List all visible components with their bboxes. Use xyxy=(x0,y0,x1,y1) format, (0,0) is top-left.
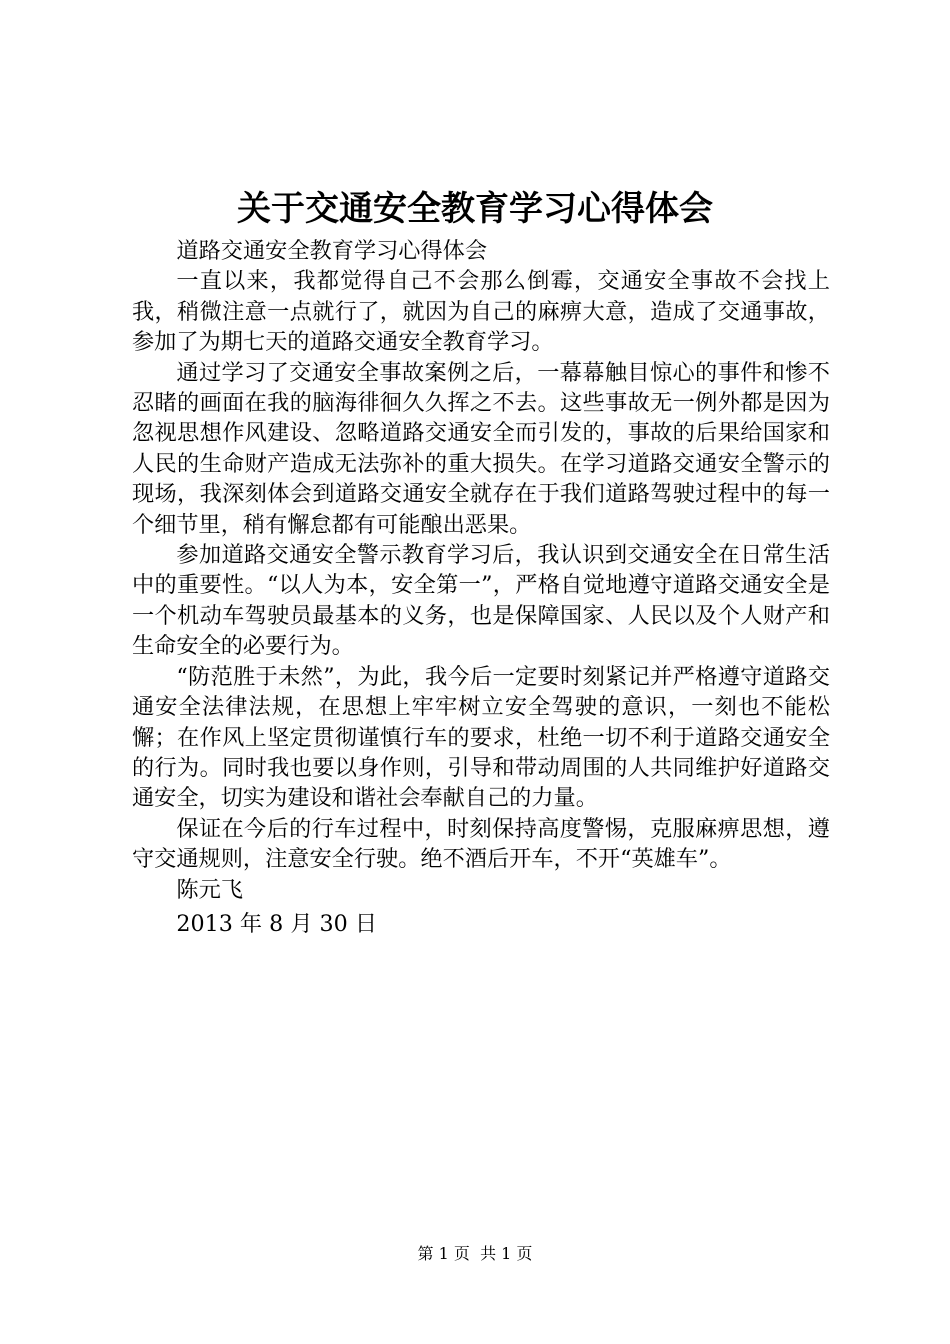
body-paragraph: “防范胜于未然”，为此，我今后一定要时刻紧记并严格遵守道路交通安全法律法规，在思想上牢牢树立安全驾驶的意识，一刻也不能松懈；在作风上坚定贯彻谨慎行车的要求，杜绝一切不利于道路交通安全的行为。同时我也要以身作则，引导和带动周围的人共同维护好道路交通安全，切实为建设和谐社会奉献自己的力量。 xyxy=(132,663,830,812)
document-body xyxy=(132,236,830,939)
subtitle-paragraph: 道路交通安全教育学习心得体会 xyxy=(176,238,488,264)
body-paragraph: 通过学习了交通安全事故案例之后，一幕幕触目惊心的事件和惨不忍睹的画面在我的脑海徘徊久久挥之不去。这些事故无一例外都是因为忽视思想作风建设、忽略道路交通安全而引发的，事故的后果给国家和人民的生命财产造成无法弥补的重大损失。在学习道路交通安全警示的现场，我深刻体会到道路交通安全就存在于我们道路驾驶过程中的每一个细节里，稍有懈怠都有可能酿出恶果。 xyxy=(132,359,830,538)
document-title: 关于交通安全教育学习心得体会 xyxy=(237,189,713,229)
document-date: 2013 年 8 月 30 日 xyxy=(176,910,378,937)
body-paragraph: 参加道路交通安全警示教育学习后，我认识到交通安全在日常生活中的重要性。“以人为本，安全第一”，严格自觉地遵守道路交通安全是一个机动车驾驶员最基本的义务，也是保障国家、人民以及个人财产和生命安全的必要行为。 xyxy=(132,542,830,660)
page-footer: 第 1 页 共 1 页 xyxy=(417,1244,533,1263)
body-paragraph: 一直以来，我都觉得自己不会那么倒霉，交通安全事故不会找上我，稍微注意一点就行了，就因为自己的麻痹大意，造成了交通事故，参加了为期七天的道路交通安全教育学习。 xyxy=(132,268,830,356)
body-paragraph: 保证在今后的行车过程中，时刻保持高度警惕，克服麻痹思想，遵守交通规则，注意安全行驶。绝不酒后开车，不开“英雄车”。 xyxy=(132,815,830,873)
author-signature: 陈元飞 xyxy=(176,876,243,903)
